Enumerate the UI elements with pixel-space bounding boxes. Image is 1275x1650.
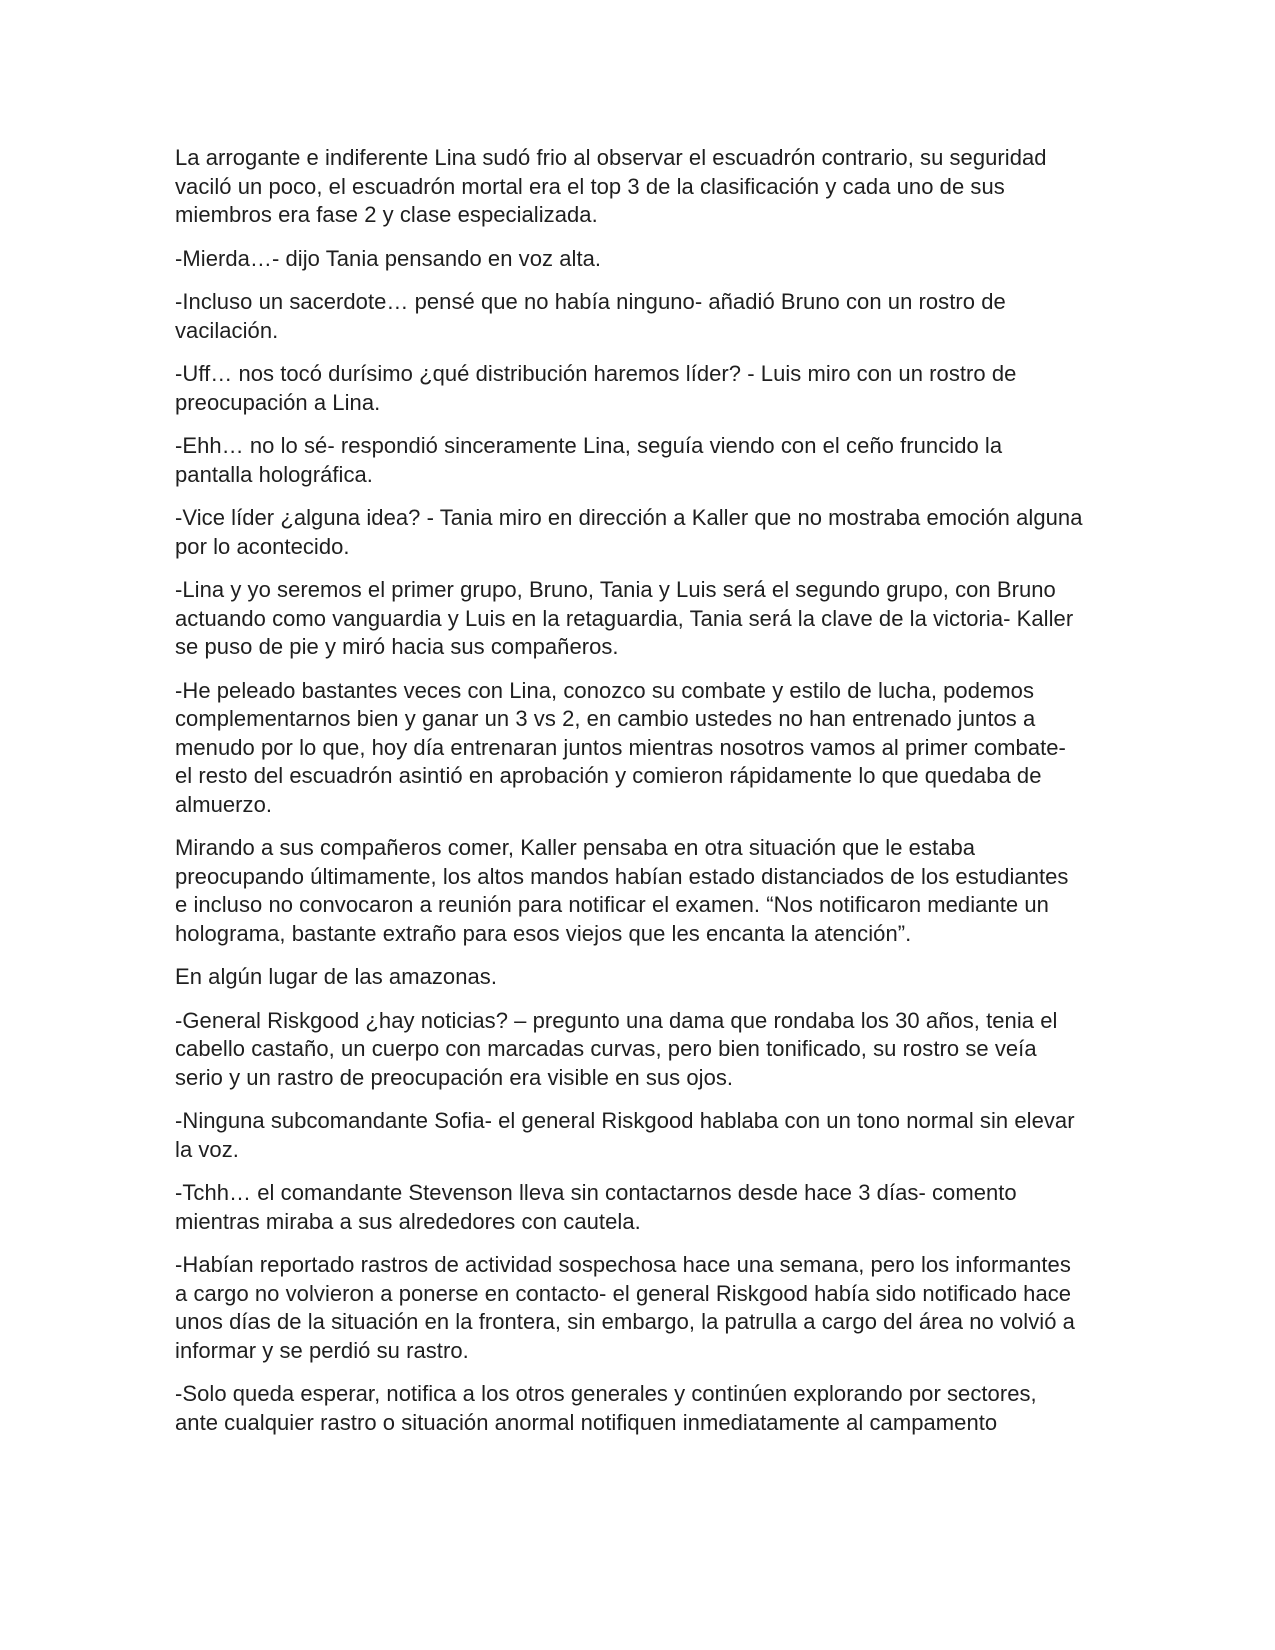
paragraph: -Solo queda esperar, notifica a los otros generales y continúen explorando por sectores, ante cualquier rastro o situación anormal notifiquen inmediatamente al campamento — [175, 1381, 1037, 1435]
paragraph: -Tchh… el comandante Stevenson lleva sin contactarnos desde hace 3 días- comento mientras miraba a sus alrededores con cautela. — [175, 1180, 1017, 1234]
paragraph: -He peleado bastantes veces con Lina, conozco su combate y estilo de lucha, podemos complementarnos bien y ganar un 3 vs 2, en cambio ustedes no han entrenado juntos a menudo por lo que, hoy día entrenaran juntos mientras nosotros vamos al primer combate- el resto del escuadrón asintió en aprobación y comieron rápidamente lo que quedaba de almuerzo. — [175, 677, 1066, 817]
paragraph: -Uff… nos tocó durísimo ¿qué distribución haremos líder? - Luis miro con un rostro de preocupación a Lina. — [175, 361, 1017, 415]
paragraph: -General Riskgood ¿hay noticias? – pregunto una dama que rondaba los 30 años, tenia el cabello castaño, un cuerpo con marcadas curvas, pero bien tonificado, su rostro se veía serio y un rastro de preocupación era visible en sus ojos. — [175, 1007, 1058, 1090]
paragraph: -Ninguna subcomandante Sofia- el general Riskgood hablaba con un tono normal sin elevar la voz. — [175, 1108, 1075, 1162]
paragraph: -Habían reportado rastros de actividad sospechosa hace una semana, pero los informantes a cargo no volvieron a ponerse en contacto- el general Riskgood había sido notificado hace unos días de la situación en la frontera, sin embargo, la patrulla a cargo del área no volvió a informar y se perdió su rastro. — [175, 1252, 1075, 1363]
paragraph: -Mierda…- dijo Tania pensando en voz alta. — [175, 245, 602, 271]
paragraph: -Vice líder ¿alguna idea? - Tania miro en dirección a Kaller que no mostraba emoción alguna por lo acontecido. — [175, 505, 1083, 559]
paragraph: -Ehh… no lo sé- respondió sinceramente Lina, seguía viendo con el ceño fruncido la pantalla holográfica. — [175, 433, 1003, 487]
paragraph: -Incluso un sacerdote… pensé que no había ninguno- añadió Bruno con un rostro de vacilación. — [175, 289, 1006, 343]
paragraph: En algún lugar de las amazonas. — [175, 964, 497, 989]
paragraph: La arrogante e indiferente Lina sudó frio al observar el escuadrón contrario, su seguridad vaciló un poco, el escuadrón mortal era el top 3 de la clasificación y cada uno de sus miembros era fase 2 y clase especializada. — [175, 145, 1047, 227]
document-body — [175, 144, 1085, 1452]
paragraph: Mirando a sus compañeros comer, Kaller pensaba en otra situación que le estaba preocupando últimamente, los altos mandos habían estado distanciados de los estudiantes e incluso no convocaron a reunión para notificar el examen. “Nos notificaron mediante un holograma, bastante extraño para esos viejos que les encanta la atención”. — [175, 835, 1069, 946]
paragraph: -Lina y yo seremos el primer grupo, Bruno, Tania y Luis será el segundo grupo, con Bruno actuando como vanguardia y Luis en la retaguardia, Tania será la clave de la victoria- Kaller se puso de pie y miró hacia sus compañeros. — [175, 577, 1074, 659]
